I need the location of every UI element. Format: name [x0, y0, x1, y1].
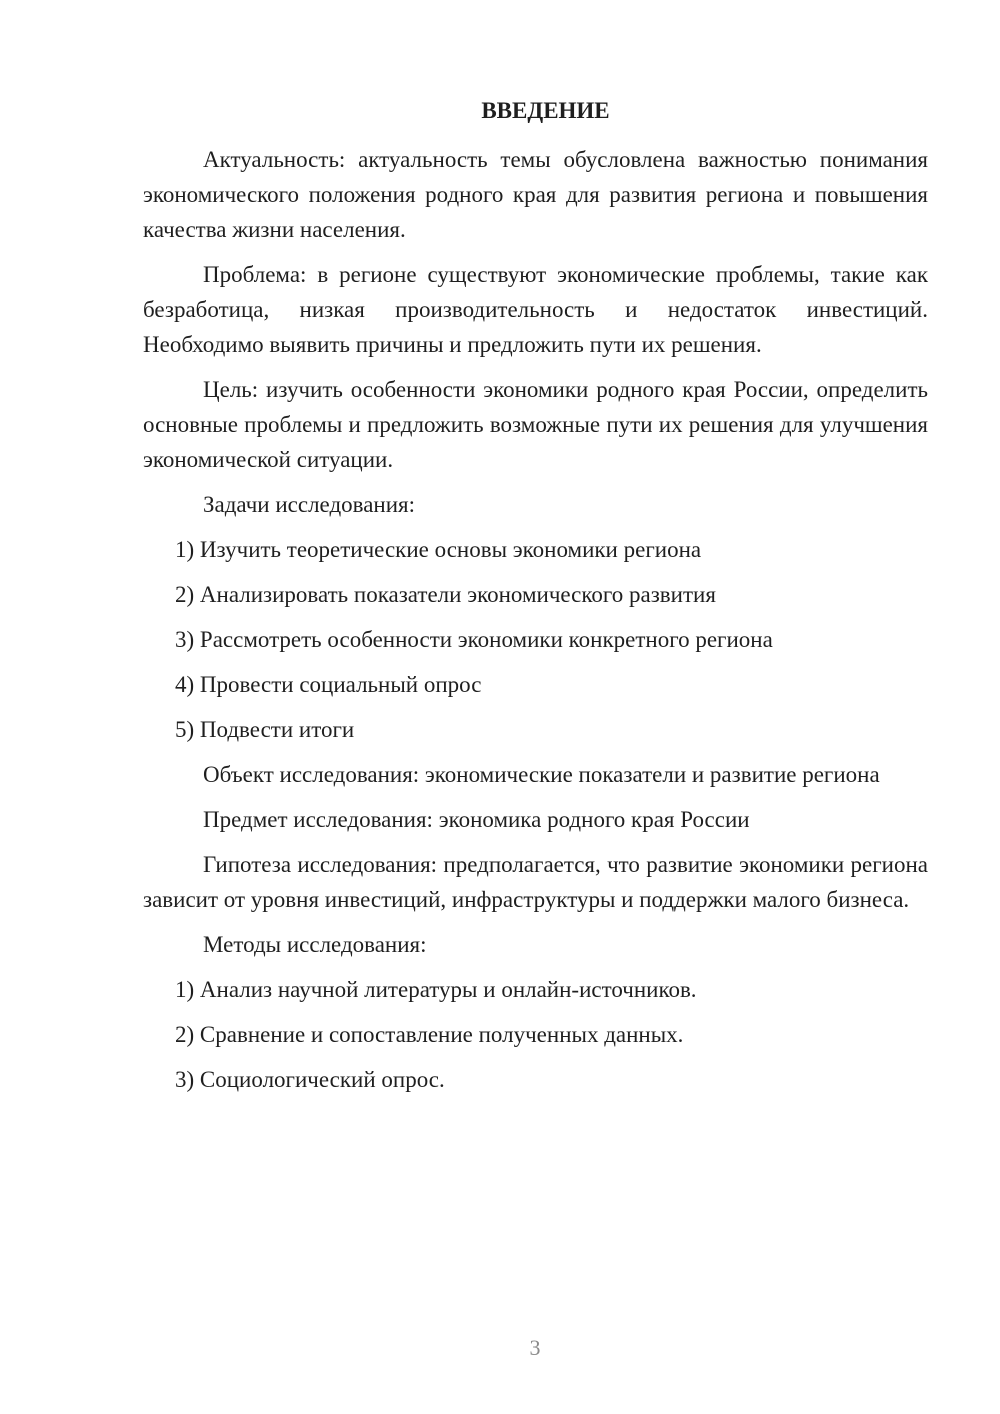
relevance-paragraph: Актуальность: актуальность темы обусловлена важностью понимания экономического положения родного края для развития региона и повышения качества жизни населения. [143, 147, 928, 242]
methods-heading: Методы исследования: [203, 932, 427, 957]
problem-paragraph: Проблема: в регионе существуют экономические проблемы, такие как безработица, низкая производительность и недостаток инвестиций. Необходимо выявить причины и предложить пути их решения. [143, 262, 928, 357]
list-item: 2) Сравнение и сопоставление полученных данных. [175, 1022, 684, 1047]
subject-paragraph: Предмет исследования: экономика родного края России [203, 807, 750, 832]
goal-paragraph: Цель: изучить особенности экономики родного края России, определить основные проблемы и предложить возможные пути их решения для улучшения экономической ситуации. [143, 377, 928, 472]
methods-list [143, 972, 928, 1097]
hypothesis-paragraph: Гипотеза исследования: предполагается, что развитие экономики региона зависит от уровня инвестиций, инфраструктуры и поддержки малого бизнеса. [143, 852, 928, 912]
list-item: 4) Провести социальный опрос [175, 672, 482, 697]
tasks-list [143, 532, 928, 747]
tasks-heading: Задачи исследования: [203, 492, 416, 517]
list-item: 2) Анализировать показатели экономического развития [175, 582, 716, 607]
page-number: 3 [529, 1335, 541, 1360]
list-item: 5) Подвести итоги [175, 717, 355, 742]
object-paragraph: Объект исследования: экономические показатели и развитие региона [203, 762, 880, 787]
section-title: ВВЕДЕНИЕ [481, 98, 610, 123]
list-item: 3) Социологический опрос. [175, 1067, 445, 1092]
document-body [143, 96, 928, 1107]
list-item: 1) Анализ научной литературы и онлайн-источников. [175, 977, 697, 1002]
list-item: 3) Рассмотреть особенности экономики конкретного региона [175, 627, 773, 652]
list-item: 1) Изучить теоретические основы экономики региона [175, 537, 702, 562]
